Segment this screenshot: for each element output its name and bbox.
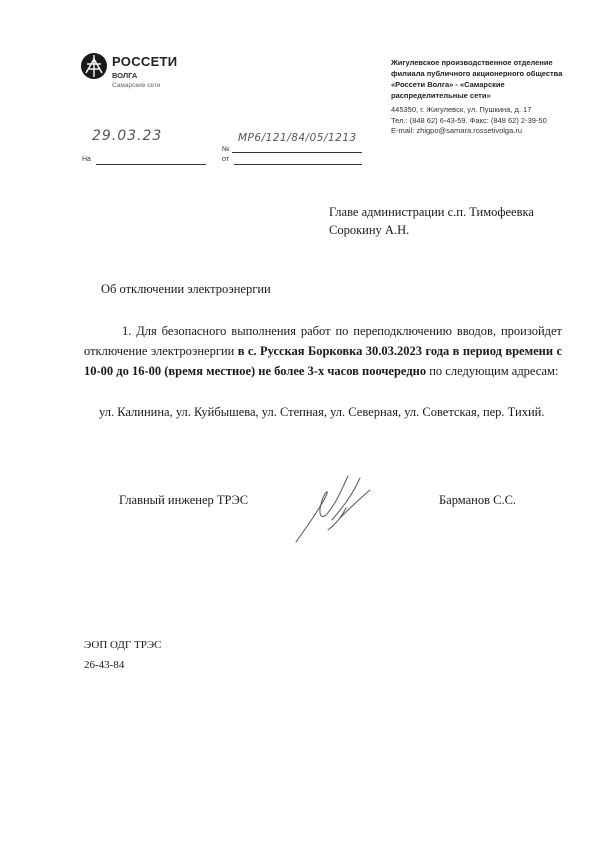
ot-line [234, 164, 362, 165]
handwritten-number: МР6/121/84/05/1213 [238, 132, 357, 144]
addressee-line-1: Главе администрации с.п. Тимофеевка [329, 205, 534, 219]
na-line [96, 164, 206, 165]
logo-region: ВОЛГА [112, 71, 138, 80]
rosseti-logo-icon [80, 52, 108, 80]
addressee-line-2: Сорокину А.Н. [329, 223, 410, 237]
ot-label: от [222, 156, 229, 163]
logo-subtitle: Самарские сети [112, 82, 161, 89]
body-bold-1: в с. Русская Борковка 30.03.2023 года в период времени с 10-00 до 16-00 (время местное) не более 3-х часов поочередно [84, 344, 562, 378]
na-label: На [82, 156, 91, 163]
addressee [329, 203, 534, 239]
executor-department: ЭОП ОДГ ТРЭС [84, 639, 162, 651]
organization-contacts [391, 105, 571, 137]
number-line [232, 152, 362, 153]
handwritten-signature [288, 470, 388, 550]
body-text-1: 1. Для безопасного выполнения работ по переподключению вводов, произойдет отключение электроэнергии [84, 324, 562, 358]
organization-name: Жигулевское производственное отделение филиала публичного акционерного общества «Россети Волга» - «Самарские распределительные сети» [391, 58, 563, 100]
executor-phone: 26-43-84 [84, 659, 125, 671]
signer-name: Барманов С.С. [439, 493, 517, 507]
logo-name: РОССЕТИ [112, 54, 178, 69]
org-phone: Тел.: (848 62) 6-43-59. Факс: (848 62) 2-39-50 [391, 115, 547, 125]
letter-body [84, 321, 562, 381]
handwritten-date: 29.03.23 [92, 128, 163, 144]
body-text-2: по следующим адресам: [426, 364, 559, 378]
letter-subject: Об отключении электроэнергии [101, 282, 271, 296]
org-address: 445350, г. Жигулевск, ул. Пушкина, д. 17 [391, 105, 532, 114]
signer-position: Главный инженер ТРЭС [119, 493, 249, 507]
org-email: E-mail: zhigpo@samara.rossetivolga.ru [391, 126, 522, 135]
number-label: № [222, 146, 230, 153]
street-list: ул. Калинина, ул. Куйбышева, ул. Степная, ул. Северная, ул. Советская, пер. Тихий. [99, 405, 545, 419]
